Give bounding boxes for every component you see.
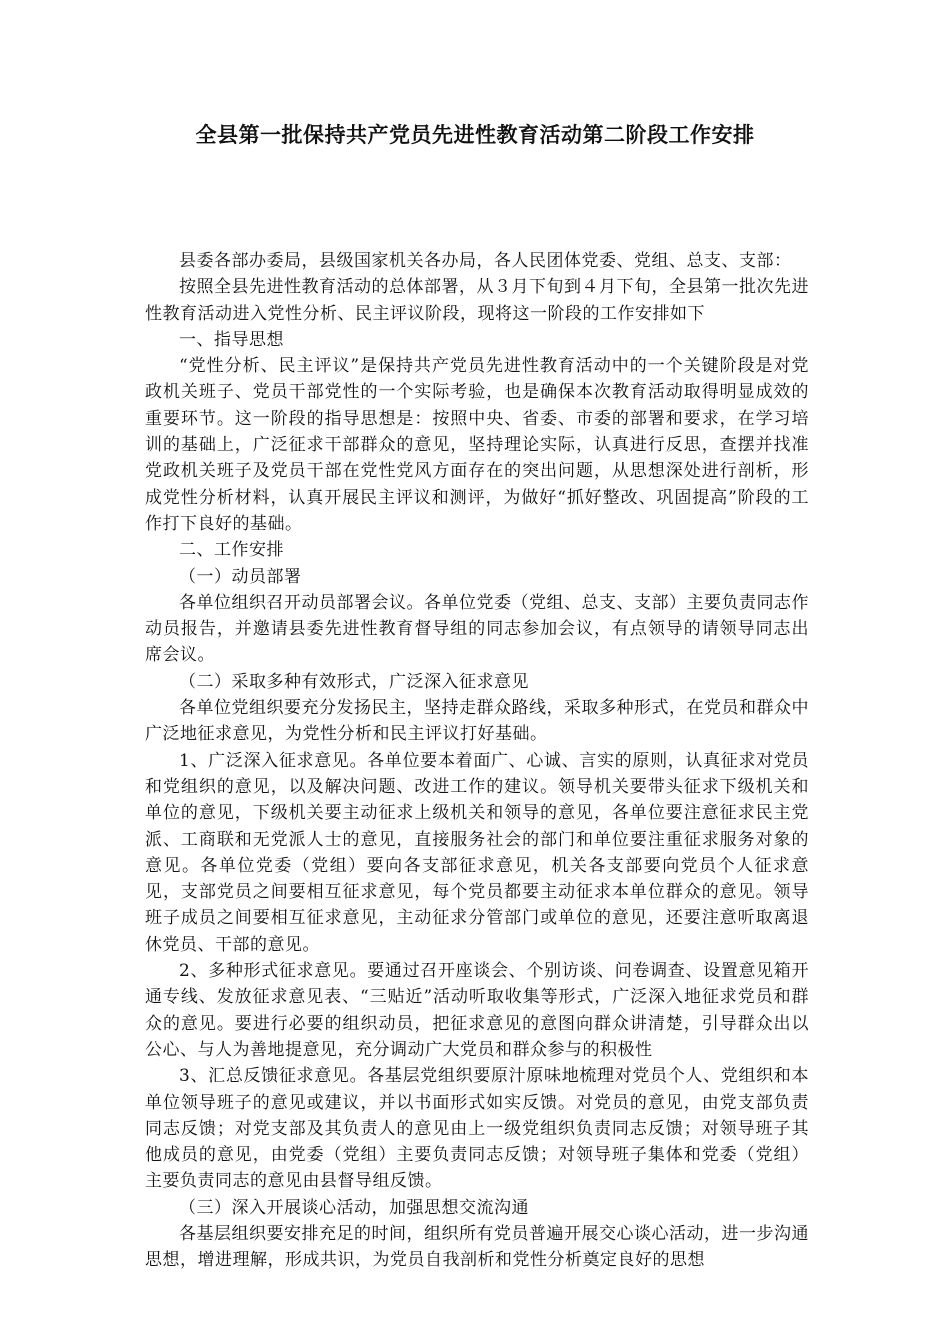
section-heading-work-arrangement: 二、工作安排	[179, 540, 284, 561]
subheading-heart-to-heart: （三）深入开展谈心活动，加强思想交流沟通	[179, 1197, 529, 1218]
item-3-paragraph: 3、汇总反馈征求意见。各基层党组织要原汁原味地梳理对党员个人、党组织和本单位领导班子的意见或建议，并以书面形式如实反馈。对党员的意见，由党支部负责同志反馈；对党支部及其负责人的意见由上一级党组织负责同志反馈；对领导班子其他成员的意见，由党委（党组）主要负责同志反馈；对领导班子集体和党委（党组）主要负责同志的意见由县督导组反馈。	[145, 1066, 809, 1192]
item-1-paragraph: 1、广泛深入征求意见。各单位要本着面广、心诚、言实的原则，认真征求对党员和党组织的意见，以及解决问题、改进工作的建议。领导机关要带头征求下级机关和单位的意见，下级机关要主动征求上级机关和领导的意见，各单位要注意征求民主党派、工商联和无党派人士的意见，直接服务社会的部门和单位要注重征求服务对象的意见。各单位党委（党组）要向各支部征求意见，机关各支部要向党员个人征求意见，支部党员之间要相互征求意见，每个党员都要主动征求本单位群众的意见。领导班子成员之间要相互征求意见，主动征求分管部门或单位的意见，还要注意听取离退休党员、干部的意见。	[145, 750, 809, 955]
mobilization-paragraph: 各单位组织召开动员部署会议。各单位党委（党组、总支、支部）主要负责同志作动员报告，并邀请县委先进性教育督导组的同志参加会议，有点领导的请领导同志出席会议。	[145, 592, 809, 666]
document-title: 全县第一批保持共产党员先进性教育活动第二阶段工作安排	[195, 122, 755, 147]
subheading-mobilization: （一）动员部署	[179, 566, 302, 587]
document-body	[145, 248, 809, 1274]
solicit-opinions-paragraph: 各单位党组织要充分发扬民主，坚持走群众路线，采取多种形式，在党员和群众中广泛地征求意见，为党性分析和民主评议打好基础。	[145, 698, 809, 745]
intro-paragraph: 按照全县先进性教育活动的总体部署，从３月下旬到４月下旬，全县第一批次先进性教育活动进入党性分析、民主评议阶段，现将这一阶段的工作安排如下	[145, 277, 809, 324]
section-heading-guiding-thought: 一、指导思想	[179, 329, 284, 350]
subheading-solicit-opinions: （二）采取多种有效形式，广泛深入征求意见	[179, 671, 529, 692]
item-2-paragraph: 2、多种形式征求意见。要通过召开座谈会、个别访谈、问卷调查、设置意见箱开通专线、发放征求意见表、“三贴近”活动听取收集等形式，广泛深入地征求党员和群众的意见。要进行必要的组织动员，把征求意见的意图向群众讲清楚，引导群众出以公心、与人为善地提意见，充分调动广大党员和群众参与的积极性	[145, 961, 809, 1060]
guiding-thought-paragraph: “党性分析、民主评议”是保持共产党员先进性教育活动中的一个关键阶段是对党政机关班子、党员干部党性的一个实际考验，也是确保本次教育活动取得明显成效的重要环节。这一阶段的指导思想是：按照中央、省委、市委的部署和要求，在学习培训的基础上，广泛征求干部群众的意见，坚持理论实际，认真进行反思，查摆并找准党政机关班子及党员干部在党性党风方面存在的突出问题，从思想深处进行剖析，形成党性分析材料，认真开展民主评议和测评，为做好“抓好整改、巩固提高”阶段的工作打下良好的基础。	[145, 356, 809, 534]
salutation-paragraph: 县委各部办委局，县级国家机关各办局，各人民团体党委、党组、总支、支部：	[179, 251, 792, 271]
heart-to-heart-paragraph: 各基层组织要安排充足的时间，组织所有党员普遍开展交心谈心活动，进一步沟通思想，增进理解，形成共识，为党员自我剖析和党性分析奠定良好的思想	[145, 1223, 809, 1271]
